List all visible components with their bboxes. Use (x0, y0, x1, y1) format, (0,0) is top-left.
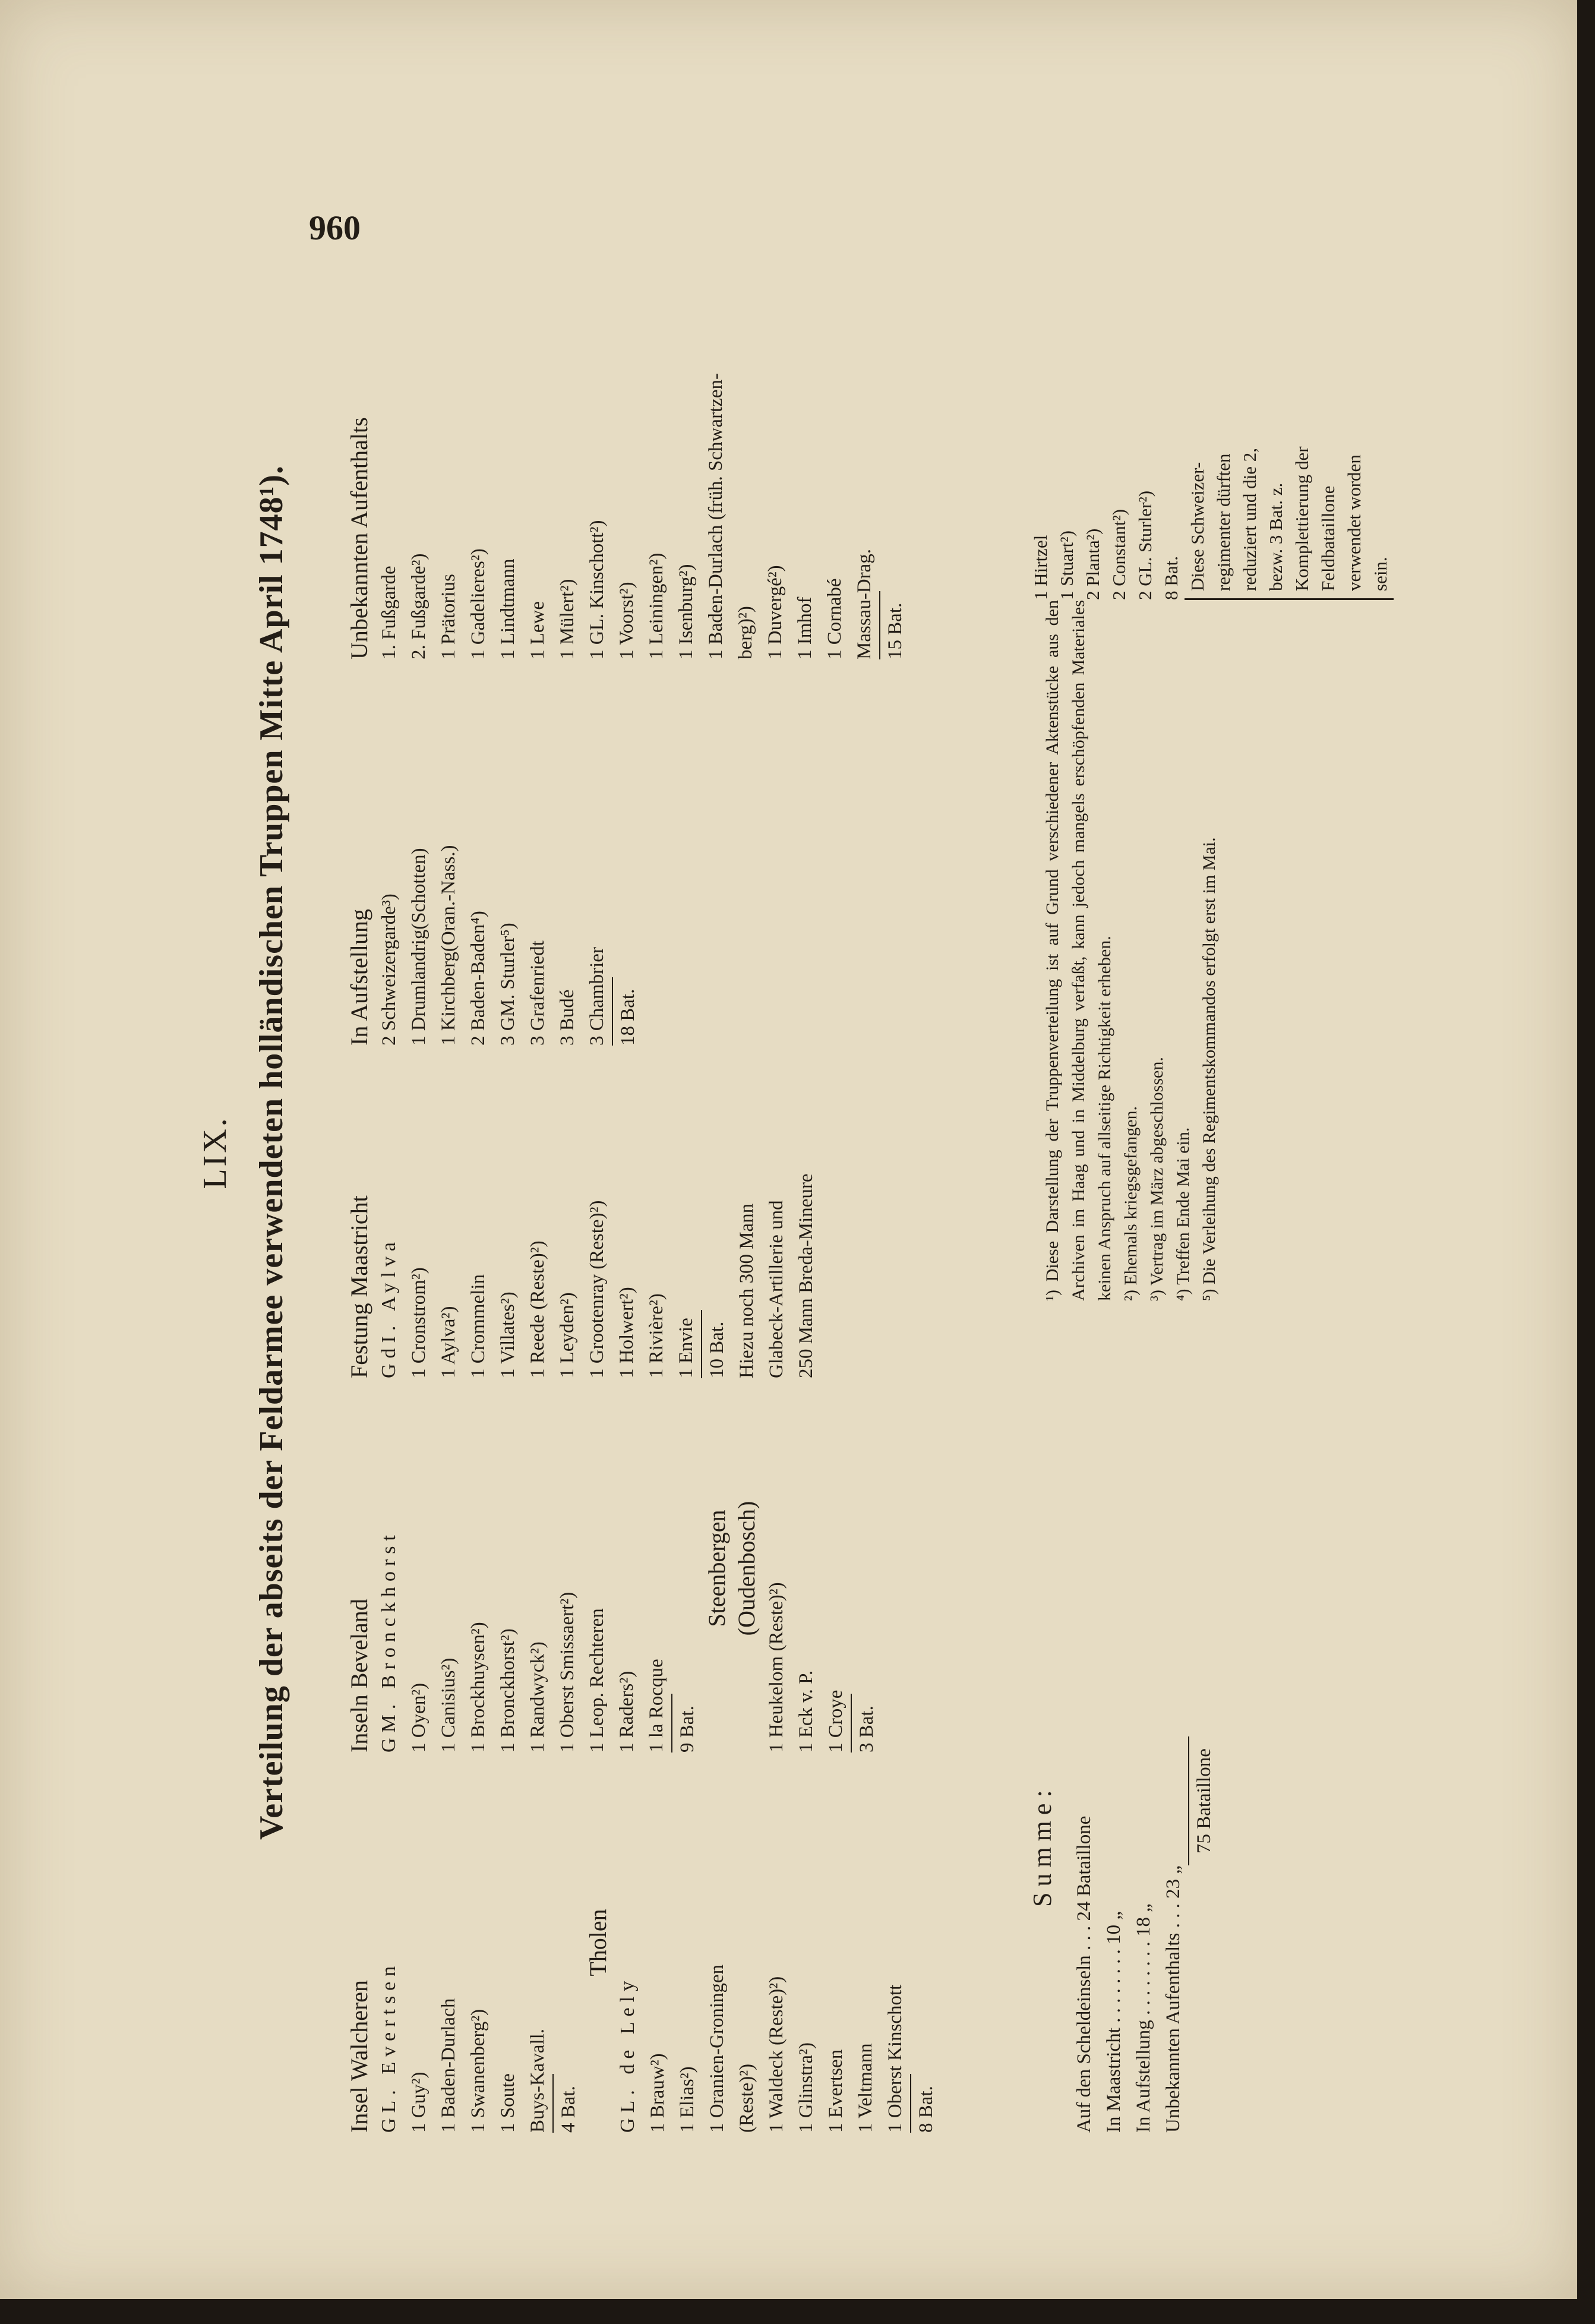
list-item: 1 Rivière²) (646, 1293, 667, 1378)
column-heading: Insel Walcheren (346, 1979, 372, 2133)
column-maastricht (345, 1057, 821, 1378)
column-heading: Unbekannten Aufenthalts (346, 417, 372, 659)
list-item: Massau-Drag. (854, 548, 875, 659)
summary-row: Auf den Scheldeinseln . . . 24 Bataillone (1073, 1815, 1095, 2133)
list-item: 1 Kirchberg(Oran.-Nass.) (438, 845, 459, 1046)
extra-note: Glabeck-Artillerie und (766, 1200, 787, 1378)
list-item: 1 Holwert²) (616, 1287, 637, 1378)
rotated-table-block (196, 172, 1391, 2133)
list-item: 1 Soute (497, 2073, 519, 2133)
list-item: 2 Planta²) (1082, 528, 1103, 600)
column-total: 8 Bat. (910, 2074, 941, 2133)
list-item: 1 Brockhuysen²) (468, 1622, 489, 1753)
list-item: 1 Reede (Reste)²) (527, 1240, 548, 1378)
list-item: 1 Bronckhorst²) (497, 1628, 519, 1753)
list-item: 1 Drumlandrig(Schotten) (408, 848, 429, 1046)
list-item: 2 Constant²) (1108, 509, 1129, 600)
brace-list (1028, 434, 1185, 600)
column-total: 18 Bat. (612, 977, 643, 1046)
list-item: 3 Grafenriedt (527, 940, 548, 1046)
column-commander: GL. de Lely (617, 1975, 639, 2133)
list-item: 1 Leop. Rechteren (586, 1608, 608, 1753)
column-heading: Tholen (585, 1909, 611, 1976)
column-heading: Festung Maastricht (346, 1195, 372, 1378)
brace-total: 8 Bat. (1161, 555, 1182, 600)
list-item: berg)²) (735, 606, 756, 659)
list-item: 1 Villates²) (497, 1292, 519, 1378)
list-item: 1. Fußgarde (378, 566, 400, 659)
list-item: 1 Envie (675, 1318, 697, 1378)
list-item: 1 Stuart²) (1056, 531, 1077, 600)
column-commander: GL. Evertsen (378, 1960, 400, 2133)
list-item: 2 GL. Sturler²) (1135, 490, 1155, 600)
column-beveland (345, 1384, 882, 1753)
list-item: 1 Elias²) (677, 2066, 698, 2133)
list-item: 1 Eck v. P. (795, 1670, 817, 1753)
chapter-number: LIX. (197, 1116, 233, 1189)
list-item: 1 Leyden²) (557, 1292, 578, 1378)
list-item: 1 Mülert²) (557, 579, 578, 659)
summary-row: Unbekannten Aufenthalts . . . 23 „ (1163, 1865, 1184, 2133)
list-item: Buys-Kavall. (527, 2028, 548, 2133)
list-item: 1 Imhof (794, 596, 816, 659)
page-title: Verteilung der abseits der Feldarmee verwendeten holländischen Truppen Mitte April 1748¹). (253, 465, 290, 1840)
list-item: 2 Baden-Baden⁴) (468, 911, 489, 1046)
list-item: 1 Lindtmann (497, 558, 519, 659)
list-item: 1 Randwyck²) (527, 1641, 548, 1753)
list-item: 3 GM. Sturler⁵) (497, 923, 519, 1046)
footnote: ³) Vertrag im März abgeschlossen. (1147, 1057, 1167, 1301)
list-item: 1 Heukelom (Reste)²) (766, 1582, 787, 1753)
column-total: 15 Bat. (879, 591, 910, 659)
list-item: 1 Brauw²) (647, 2053, 668, 2133)
page-number: 960 (309, 209, 361, 247)
column-subheading: (Oudenbosch) (733, 1501, 760, 1636)
list-item: 1 Raders²) (616, 1671, 637, 1753)
list-item: 1 Baden-Durlach (438, 1998, 459, 2133)
list-item: 1 la Rocque (646, 1659, 667, 1753)
column-heading: Inseln Beveland (346, 1599, 372, 1753)
summary-block (1028, 1301, 1219, 2133)
list-item: 1 Croye (825, 1690, 847, 1753)
list-item: 1 Veltmann (855, 2043, 876, 2133)
list-item: 1 Oyen²) (408, 1682, 429, 1753)
list-item: 1 Oberst Smissaert²) (557, 1592, 578, 1753)
list-item: 1 Glinstra²) (795, 2042, 817, 2133)
list-item: 1 Isenburg²) (675, 564, 697, 659)
column-walcheren (345, 1753, 941, 2133)
footnote: ⁵) Die Verleihung des Regimentskommandos erfolgt erst im Mai. (1199, 837, 1219, 1301)
summary-heading: Summe: (1028, 1784, 1057, 1907)
footnote: ¹) Diese Darstellung der Truppenverteilung ist auf Grund verschiedener Aktenstücke aus den Archiven im Haag und in Middelburg verfaßt, kann jedoch mangels erschöpfenden Materiales keinen Anspruch auf allseitige Richtigkeit erheben. (1043, 600, 1114, 1301)
list-item: 1 Lewe (527, 601, 548, 659)
extra-note: Hiezu noch 300 Mann (736, 1203, 757, 1378)
list-item: 1 Waldeck (Reste)²) (766, 1976, 787, 2133)
swiss-regiments-note (1028, 267, 1394, 600)
list-item: (Reste)²) (736, 2063, 757, 2133)
list-item: 1 GL. Kinschott²) (586, 520, 608, 659)
list-item: 1 Hirtzel (1030, 535, 1051, 600)
list-item: 1 Canisius²) (438, 1657, 459, 1753)
list-item: 1 Guy²) (408, 2072, 429, 2133)
extra-note: 250 Mann Breda-Mineure (795, 1173, 817, 1378)
brace-text: Diese Schweizer-regimenter dürften reduziert und die 2, bezw. 3 Bat. z. Komplettierung der Feldbataillone verwendet worden sein. (1185, 431, 1394, 600)
column-total: 4 Bat. (552, 2074, 583, 2133)
list-item: 1 Voorst²) (616, 582, 637, 659)
list-item: 1 Baden-Durlach (früh. Schwartzen- (705, 373, 727, 659)
list-item: 1 Swanenberg²) (468, 2009, 489, 2133)
footnote: ⁴) Treffen Ende Mai ein. (1173, 1127, 1193, 1301)
column-heading: In Aufstellung (346, 909, 372, 1046)
column-total: 9 Bat. (671, 1694, 702, 1753)
summary-total: 75 Bataillone (1188, 1736, 1219, 1865)
column-in-aufstellung (345, 677, 643, 1046)
column-heading: Steenbergen (703, 1510, 730, 1627)
summary-row: In Maastricht . . . . . . . . 10 „ (1103, 1911, 1125, 2133)
list-item: 1 Crommelin (468, 1274, 489, 1378)
list-item: 1 Gadelieres²) (468, 548, 489, 659)
list-item: 2 Schweizergarde³) (378, 893, 400, 1046)
column-unbekannt (345, 172, 910, 659)
list-item: 1 Grootenray (Reste)²) (586, 1200, 608, 1378)
list-item: 2. Fußgarde²) (408, 553, 429, 659)
list-item: 1 Duvergé²) (765, 565, 786, 659)
list-item: 1 Cronstrom²) (408, 1267, 429, 1378)
list-item: 1 Evertsen (825, 2049, 847, 2133)
list-item: 1 Aylva²) (438, 1306, 459, 1378)
column-total: 10 Bat. (701, 1310, 732, 1378)
column-commander: GdI. Aylva (378, 1237, 400, 1378)
list-item: 1 Oranien-Groningen (706, 1964, 728, 2133)
list-item: 1 Prätorius (438, 574, 459, 659)
footnotes (1040, 600, 1223, 1301)
footnote: ²) Ehemals kriegsgefangen. (1121, 1106, 1141, 1301)
list-item: 3 Budé (557, 989, 578, 1046)
list-item: 1 Leiningen²) (646, 552, 667, 659)
summary-row: In Aufstellung . . . . . . . . 18 „ (1133, 1903, 1154, 2133)
list-item: 1 Cornabé (824, 578, 845, 659)
column-total: 3 Bat. (851, 1694, 882, 1753)
list-item: 1 Oberst Kinschott (885, 1984, 906, 2133)
list-item: 3 Chambrier (586, 947, 608, 1046)
column-commander: GM. Bronckhorst (378, 1530, 400, 1753)
